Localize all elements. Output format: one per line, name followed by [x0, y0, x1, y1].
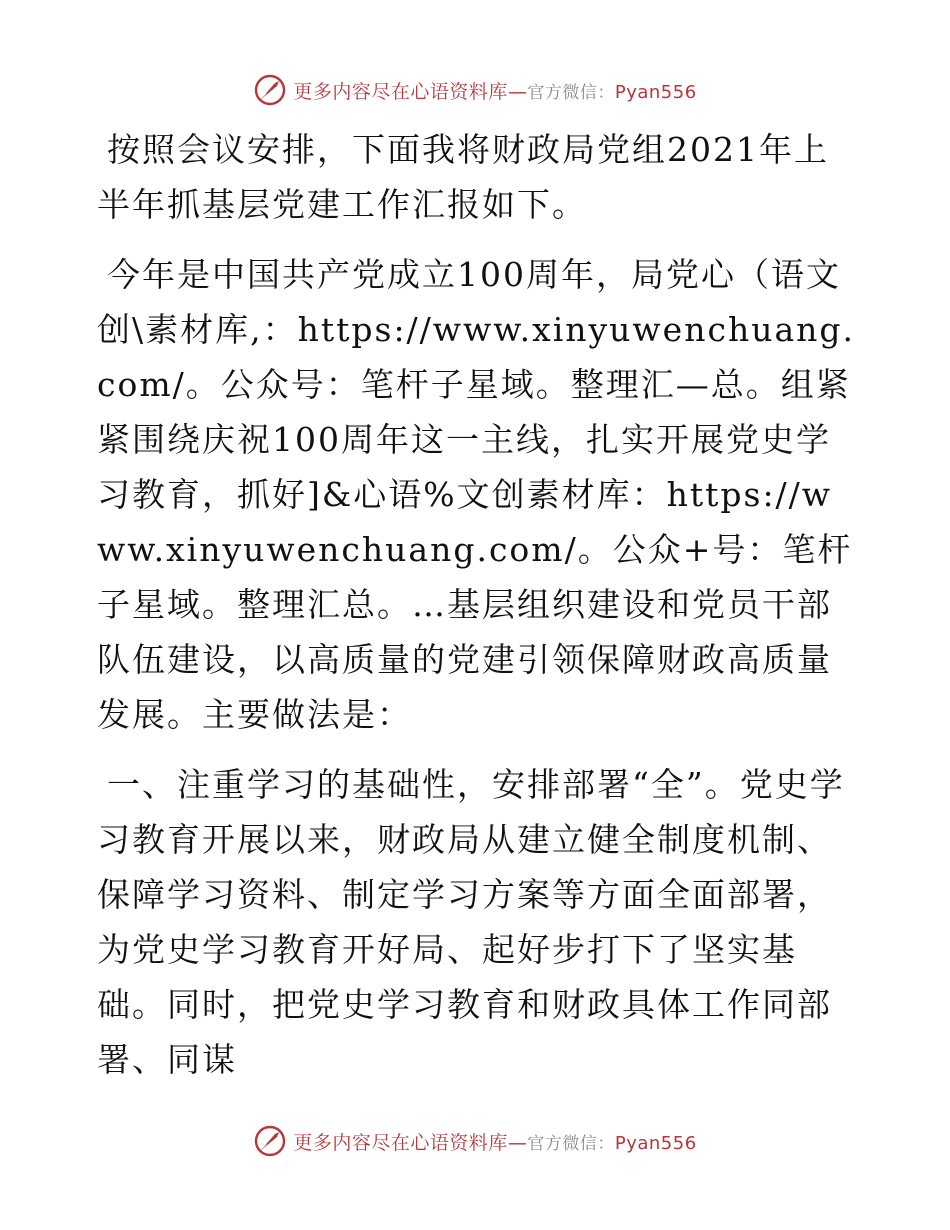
watermark-title: 更多内容尽在心语资料库	[293, 1131, 508, 1154]
document-body	[97, 122, 857, 1101]
paragraph-overview: 今年是中国共产党成立100周年，局党心（语文创\素材库,：https://www.xinyuwenchuang.com/。公众号：笔杆子星域。整理汇—总。组紧紧围绕庆祝100周年这一主线，扎实开展党史学习教育，抓好]&心语%文创素材库：https://www.xinyuwenchuang.com/。公众+号：笔杆子星域。整理汇总。…基层组织建设和党员干部队伍建设，以高质量的党建引领保障财政高质量发展。主要做法是：	[97, 255, 855, 734]
paragraph-intro: 按照会议安排，下面我将财政局党组2021年上半年抓基层党建工作汇报如下。	[97, 130, 829, 224]
quill-pen-logo-icon	[253, 73, 287, 107]
footer-watermark	[0, 1121, 950, 1161]
watermark-subtext: 官方微信：	[527, 1133, 615, 1154]
watermark-subtext: 官方微信：	[527, 82, 615, 103]
paragraph-section-one: 一、注重学习的基础性，安排部署“全”。党史学习教育开展以来，财政局从建立健全制度机制、保障学习资料、制定学习方案等方面全面部署，为党史学习教育开好局、起好步打下了坚实基础。同时，把党史学习教育和财政具体工作同部署、同谋	[97, 765, 845, 1079]
watermark-dash: —	[507, 1131, 528, 1154]
watermark-wechat-id: Pyan556	[614, 81, 697, 103]
quill-pen-logo-icon	[253, 1124, 287, 1158]
header-watermark	[0, 70, 950, 110]
watermark-text	[293, 1128, 696, 1155]
watermark-wechat-id: Pyan556	[614, 1132, 697, 1154]
watermark-text	[293, 77, 696, 104]
watermark-title: 更多内容尽在心语资料库	[293, 80, 508, 103]
watermark-dash: —	[507, 80, 528, 103]
